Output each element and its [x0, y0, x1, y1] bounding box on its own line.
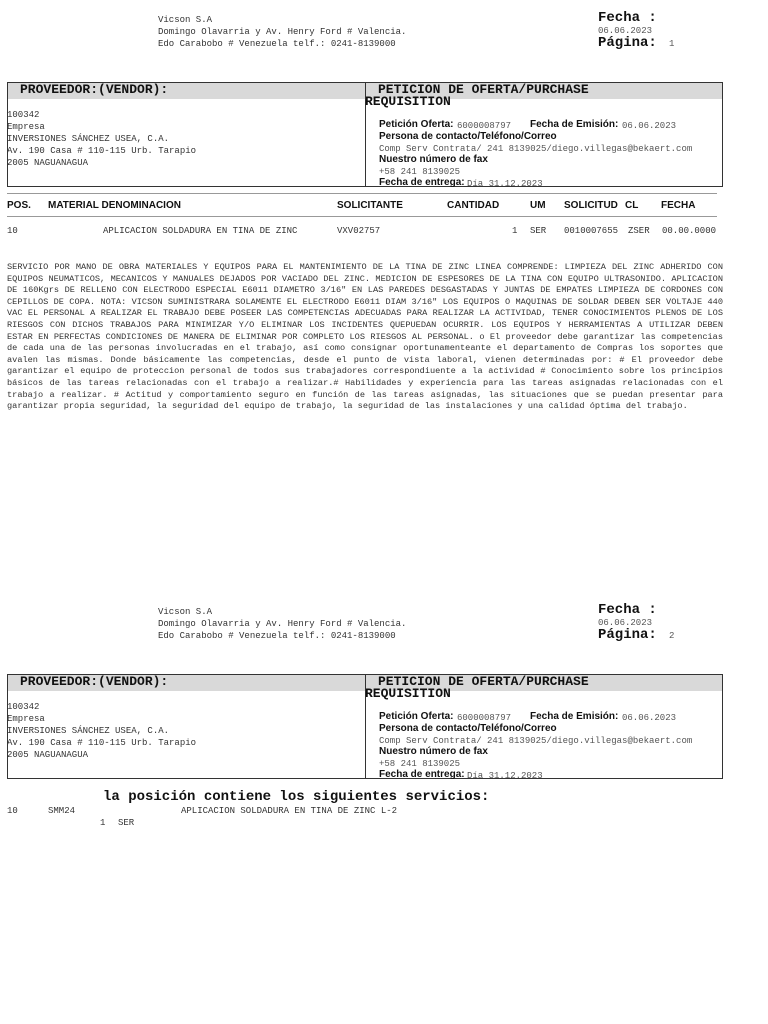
peticion-label: Petición Oferta: — [379, 119, 454, 130]
company-address-2: Edo Carabobo # Venezuela telf.: 0241-8139000 — [158, 39, 396, 49]
svc-pos: 10 — [7, 806, 18, 816]
service-description: SERVICIO POR MANO DE OBRA MATERIALES Y EQUIPOS PARA EL MANTENIMIENTO DE LA TINA DE ZINC LINEA COMPRENDE: LIMPIEZA DEL ZINC ADHERIDO CON EQUIPOS NEUMATICOS, MECANICOS Y MANUALES DEJADOS POR VACIADO DEL ZINC. MEDICION DE ESPESORES DE LA TINA CON EQUIPO ULTRASONIDO. APLICACION DE 160Kgrs DE RELLENO CON ELECTRODO ESPECIAL E6011 DIAMETRO 3/16" EN LAS PAREDES DESGASTADAS Y JUNTAS DE EMPATES LIMPIEZA DE CORDONES CON CEPILLOS DE COPA. NOTA: VICSON SUMINISTRARA SOLAMENTE EL ELECTRODO E6011 DIAM 3/16" LOS EQUIPOS O MAQUINAS DE SOLDAR DEBEN SER VOLTAJE 440 VAC EL PERSONAL A REALIZAR EL TRABAJO DEBE POSEER LAS COMPETENCIAS ADECUADAS PARA REALIZAR LA ACTIVIDAD, TENER CONOCIMIENTOS PLENOS DE LOS RIESGOS CON DICHOS TRABAJOS PARA MINIMIZAR Y/O ELIMINAR LOS INCIDENTES QUEPUEDAN OCURRIR. LOS EQUIPOS Y HERRAMIENTAS A UTILIZAR DEBEN ESTAR EN PERFECTAS CONDICIONES DE MANERA DE ELIMINAR POR COMPLETO LOS RIESGOS AL PERSONAL. o El proveedor debe garantizar las competencias de cada una de las personas involucradas en el trabajo, así como consignar oportunamenteante el departamento de Compras los soportes que avalen las mismas. Donde básicamente las competencias, desde el punto de vista laboral, vienen determinadas por: # El proveedor debe garantizar el equipo de proteccion personal de todos sus trabajadores correspondiuente a la actividad # Conocimiento sobre los principios básicos de las tareas relacionadas con el trabajo a realizar.# Habilidades y experiencia para las tareas asignadas relacionadas con el trabajo a realizar. # Actitud y comportamiento seguro en función de las tareas asignadas, las situaciones que se puedan presentar para garantizar propia seguridad, la seguridad del equipo de trabajo, la seguridad de las instalaciones y una calidad óptima del trabajo. — [7, 262, 723, 412]
vendor-name: INVERSIONES SÁNCHEZ USEA, C.A. — [7, 726, 170, 736]
table-top-rule — [7, 193, 717, 194]
fax-label: Nuestro número de fax — [379, 154, 488, 165]
fax-label: Nuestro número de fax — [379, 746, 488, 757]
company-address-2: Edo Carabobo # Venezuela telf.: 0241-8139000 — [158, 631, 396, 641]
vendor-street: Av. 190 Casa # 110-115 Urb. Tarapio — [7, 146, 197, 156]
svc-qty: 1 — [100, 818, 106, 828]
row-pos: 10 — [7, 226, 18, 236]
entrega-value: Día 31.12.2023 — [467, 179, 543, 189]
company-name: Vicson S.A — [158, 607, 213, 617]
request-header-line1: PETICION DE OFERTA/PURCHASE — [378, 82, 589, 97]
contacto-value: Comp Serv Contrata/ 241 8139025/diego.villegas@bekaert.com — [379, 736, 693, 746]
fax-value: +58 241 8139025 — [379, 167, 461, 177]
fecha-label: Fecha : — [598, 602, 657, 618]
svc-um: SER — [118, 818, 135, 828]
row-um: SER — [530, 226, 547, 236]
vendor-city: 2005 NAGUANAGUA — [7, 750, 89, 760]
table-header-rule — [7, 216, 717, 217]
svc-code: SMM24 — [48, 806, 76, 816]
entrega-value: Día 31.12.2023 — [467, 771, 543, 781]
col-pos: POS. — [7, 200, 31, 211]
col-cl: CL — [625, 200, 639, 211]
company-name: Vicson S.A — [158, 15, 213, 25]
col-um: UM — [530, 200, 546, 211]
row-fecha: 00.00.0000 — [662, 226, 717, 236]
fecha-value: 06.06.2023 — [598, 26, 653, 36]
svc-desc: APLICACION SOLDADURA EN TINA DE ZINC L-2 — [181, 806, 398, 816]
emision-label: Fecha de Emisión: — [530, 711, 619, 722]
fecha-value: 06.06.2023 — [598, 618, 653, 628]
pagina-label: Página: — [598, 35, 657, 51]
pagina-value: 2 — [669, 631, 675, 641]
contacto-label: Persona de contacto/Teléfono/Correo — [379, 131, 557, 142]
vendor-header: PROVEEDOR:(VENDOR): — [20, 674, 169, 689]
fecha-label: Fecha : — [598, 10, 657, 26]
vendor-city: 2005 NAGUANAGUA — [7, 158, 89, 168]
row-solicitante: VXV02757 — [337, 226, 381, 236]
entrega-label: Fecha de entrega: — [379, 769, 465, 780]
pagina-label: Página: — [598, 627, 657, 643]
emision-label: Fecha de Emisión: — [530, 119, 619, 130]
request-header-line2: REQUISITION — [365, 686, 451, 701]
peticion-value: 6000008797 — [457, 713, 512, 723]
row-cantidad: 1 — [512, 226, 518, 236]
vendor-type: Empresa — [7, 122, 45, 132]
col-solicitante: SOLICITANTE — [337, 200, 403, 211]
company-address-1: Domingo Olavarria y Av. Henry Ford # Valencia. — [158, 27, 407, 37]
peticion-value: 6000008797 — [457, 121, 512, 131]
row-solicitud: 0010007655 — [564, 226, 619, 236]
request-header-line1: PETICION DE OFERTA/PURCHASE — [378, 674, 589, 689]
emision-value: 06.06.2023 — [622, 713, 677, 723]
fax-value: +58 241 8139025 — [379, 759, 461, 769]
request-header-line2: REQUISITION — [365, 94, 451, 109]
col-fecha: FECHA — [661, 200, 696, 211]
col-solicitud: SOLICITUD — [564, 200, 618, 211]
vendor-code: 100342 — [7, 702, 40, 712]
peticion-label: Petición Oferta: — [379, 711, 454, 722]
vendor-code: 100342 — [7, 110, 40, 120]
col-material: MATERIAL DENOMINACION — [48, 200, 181, 211]
entrega-label: Fecha de entrega: — [379, 177, 465, 188]
services-title: la posición contiene los siguientes servicios: — [103, 789, 490, 805]
company-address-1: Domingo Olavarria y Av. Henry Ford # Valencia. — [158, 619, 407, 629]
emision-value: 06.06.2023 — [622, 121, 677, 131]
vendor-type: Empresa — [7, 714, 45, 724]
vendor-street: Av. 190 Casa # 110-115 Urb. Tarapio — [7, 738, 197, 748]
pagina-value: 1 — [669, 39, 675, 49]
contacto-label: Persona de contacto/Teléfono/Correo — [379, 723, 557, 734]
contacto-value: Comp Serv Contrata/ 241 8139025/diego.villegas@bekaert.com — [379, 144, 693, 154]
row-cl: ZSER — [628, 226, 650, 236]
vendor-name: INVERSIONES SÁNCHEZ USEA, C.A. — [7, 134, 170, 144]
vendor-header: PROVEEDOR:(VENDOR): — [20, 82, 169, 97]
col-cantidad: CANTIDAD — [447, 200, 500, 211]
row-material: APLICACION SOLDADURA EN TINA DE ZINC — [103, 226, 298, 236]
